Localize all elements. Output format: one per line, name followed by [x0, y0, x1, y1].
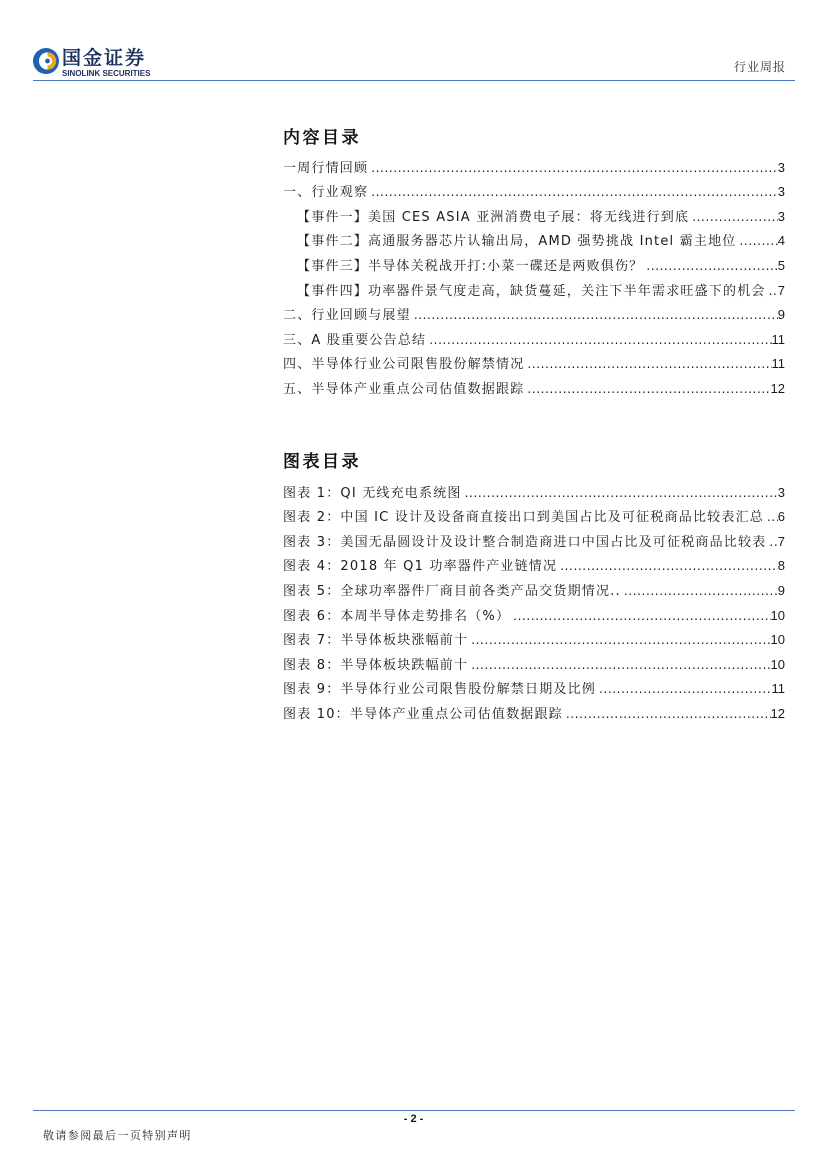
- toc-entry-page: 5: [777, 258, 785, 274]
- figure-entry-title: 图表 5：全球功率器件厂商目前各类产品交货期情况..: [283, 584, 621, 600]
- figure-entry-title: 图表 6：本周半导体走势排名（%）: [283, 608, 511, 624]
- toc-entry-title: 【事件四】功率器件景气度走高，缺货蔓延，关注下半年需求旺盛下的机会: [297, 283, 766, 299]
- figure-entry-page: 11: [771, 681, 785, 697]
- dot-leader: [596, 677, 771, 702]
- toc-entry-page: 11: [771, 331, 785, 347]
- logo-company-name-en: SINOLINK SECURITIES: [62, 69, 151, 78]
- toc-title: 内容目录: [283, 128, 361, 148]
- dot-leader: [462, 481, 778, 506]
- dot-leader: [766, 279, 778, 304]
- dot-leader: [368, 156, 778, 181]
- figure-list: [283, 481, 785, 727]
- dot-leader: [689, 205, 778, 230]
- dot-leader: [468, 628, 770, 653]
- toc-entry-page: 9: [777, 307, 785, 323]
- figure-entry-title: 图表 8：半导体板块跌幅前十: [283, 657, 469, 673]
- dot-leader: [764, 505, 778, 530]
- dot-leader: [643, 254, 777, 279]
- toc-entry-title: 一周行情回顾: [283, 160, 369, 176]
- disclaimer-note: 敬请参阅最后一页特别声明: [43, 1129, 192, 1142]
- figure-list-entry[interactable]: [283, 554, 785, 579]
- figure-list-title: 图表目录: [283, 452, 361, 472]
- figure-entry-title: 图表 3：美国无晶圆设计及设计整合制造商进口中国占比及可征税商品比较表: [283, 534, 767, 550]
- figure-entry-page: 3: [777, 484, 785, 500]
- figure-list-entry[interactable]: [283, 505, 785, 530]
- figure-entry-title: 图表 2：中国 IC 设计及设备商直接出口到美国占比及可征税商品比较表汇总: [283, 510, 764, 526]
- toc-entry-title: 【事件二】高通服务器芯片认输出局，AMD 强势挑战 Intel 霸主地位: [297, 234, 737, 250]
- toc-entry[interactable]: [283, 180, 785, 205]
- toc-entry-page: 11: [771, 356, 785, 372]
- toc-entry-title: 【事件三】半导体关税战开打:小菜一碟还是两败俱伤？: [297, 259, 644, 275]
- figure-list-entry[interactable]: [283, 677, 785, 702]
- toc-entry-title: 五、半导体产业重点公司估值数据跟踪: [283, 382, 525, 398]
- dot-leader: [411, 303, 778, 328]
- dot-leader: [468, 653, 770, 678]
- toc-entry-page: 3: [777, 184, 785, 200]
- dot-leader: [368, 180, 778, 205]
- figure-entry-page: 9: [777, 583, 785, 599]
- toc-entry[interactable]: [283, 328, 785, 353]
- figure-list-entry[interactable]: [283, 702, 785, 727]
- toc-entry[interactable]: [283, 377, 785, 402]
- toc-entry-page: 3: [777, 208, 785, 224]
- report-type-label: 行业周报: [733, 60, 786, 74]
- dot-leader: [766, 530, 777, 555]
- toc-subentry[interactable]: [283, 279, 785, 304]
- logo-company-name-cn: 国金证券: [62, 47, 147, 69]
- page-number: - 2 -: [403, 1113, 424, 1125]
- toc-subentry[interactable]: [283, 205, 785, 230]
- figure-entry-title: 图表 7：半导体板块涨幅前十: [283, 633, 469, 649]
- figure-entry-title: 图表 9：半导体行业公司限售股份解禁日期及比例: [283, 682, 597, 698]
- dot-leader: [510, 604, 770, 629]
- figure-entry-page: 10: [770, 607, 785, 623]
- dot-leader: [524, 377, 770, 402]
- toc-subentry[interactable]: [283, 254, 785, 279]
- figure-list-entry[interactable]: [283, 579, 785, 604]
- toc-entry-page: 3: [777, 159, 785, 175]
- figure-entry-page: 6: [777, 509, 785, 525]
- header-rule: [33, 80, 795, 81]
- dot-leader: [426, 328, 771, 353]
- footer-rule: [33, 1110, 795, 1111]
- figure-list-entry[interactable]: [283, 530, 785, 555]
- toc-entry-page: 7: [777, 282, 785, 298]
- figure-entry-page: 10: [770, 656, 785, 672]
- toc-entry-title: 三、A 股重要公告总结: [283, 332, 427, 348]
- figure-entry-title: 图表 1：QI 无线充电系统图: [283, 485, 462, 501]
- toc-entry[interactable]: [283, 352, 785, 377]
- toc-list: [283, 156, 785, 402]
- figure-entry-page: 7: [777, 533, 785, 549]
- dot-leader: [557, 554, 778, 579]
- toc-entry-page: 4: [777, 233, 785, 249]
- toc-entry-page: 12: [770, 381, 785, 397]
- figure-entry-title: 图表 4：2018 年 Q1 功率器件产业链情况: [283, 559, 558, 575]
- toc-entry-title: 二、行业回顾与展望: [283, 308, 411, 324]
- figure-entry-page: 12: [770, 706, 785, 722]
- figure-list-entry[interactable]: [283, 481, 785, 506]
- toc-entry[interactable]: [283, 303, 785, 328]
- toc-entry-title: 【事件一】美国 CES ASIA 亚洲消费电子展：将无线进行到底: [297, 209, 690, 225]
- figure-list-entry[interactable]: [283, 653, 785, 678]
- toc-entry-title: 四、半导体行业公司限售股份解禁情况: [283, 357, 525, 373]
- figure-entry-page: 8: [777, 558, 785, 574]
- dot-leader: [621, 579, 778, 604]
- figure-list-entry[interactable]: [283, 628, 785, 653]
- figure-entry-page: 10: [770, 632, 785, 648]
- dot-leader: [524, 352, 771, 377]
- logo-core-blue: [45, 59, 50, 64]
- figure-entry-title: 图表 10：半导体产业重点公司估值数据跟踪: [283, 707, 563, 723]
- toc-entry[interactable]: [283, 156, 785, 181]
- sinolink-logo-icon: [32, 47, 60, 75]
- figure-list-entry[interactable]: [283, 604, 785, 629]
- toc-subentry[interactable]: [283, 229, 785, 254]
- dot-leader: [737, 229, 778, 254]
- dot-leader: [563, 702, 771, 727]
- toc-entry-title: 一、行业观察: [283, 185, 369, 201]
